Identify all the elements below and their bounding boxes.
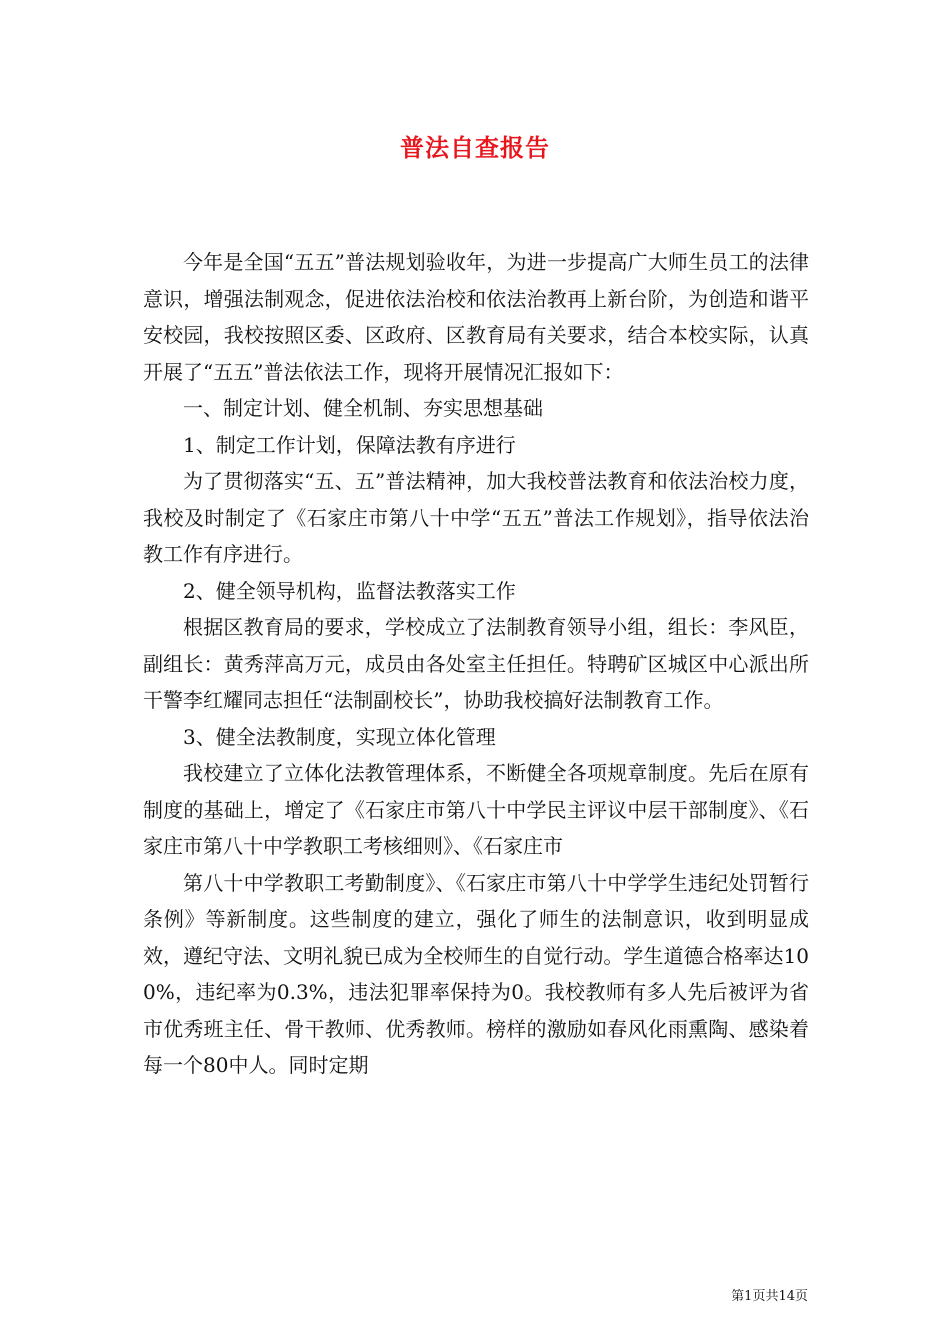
heading-item-1: 1、制定工作计划，保障法教有序进行 [183, 432, 516, 457]
paragraph-item-3: 我校建立了立体化法教管理体系，不断健全各项规章制度。先后在原有制度的基础上，增定了《石家庄市第八十中学民主评议中层干部制度》、《石家庄市第八十中学教职工考核细则》、《石家庄市 [143, 761, 809, 858]
paragraph-item-2: 根据区教育局的要求，学校成立了法制教育领导小组，组长：李风臣，副组长：黄秀萍高万元，成员由各处室主任担任。特聘矿区城区中心派出所干警李红耀同志担任“法制副校长”，协助我校搞好法制教育工作。 [143, 615, 809, 712]
paragraph-item-1: 为了贯彻落实“五、五”普法精神，加大我校普法教育和依法治校力度，我校及时制定了《石家庄市第八十中学“五五”普法工作规划》，指导依法治教工作有序进行。 [143, 469, 809, 566]
document-title: 普法自查报告 [400, 134, 550, 162]
heading-item-2: 2、健全领导机构，监督法教落实工作 [183, 578, 516, 603]
paragraph-intro: 今年是全国“五五”普法规划验收年，为进一步提高广大师生员工的法律意识，增强法制观念，促进依法治校和依法治教再上新台阶，为创造和谐平安校园，我校按照区委、区政府、区教育局有关要求，结合本校实际，认真开展了“五五”普法依法工作，现将开展情况汇报如下： [143, 250, 809, 384]
page-number: 第1页共14页 [731, 1289, 808, 1304]
heading-item-3: 3、健全法教制度，实现立体化管理 [183, 724, 496, 749]
paragraph-item-3-continued: 第八十中学教职工考勤制度》、《石家庄市第八十中学学生违纪处罚暂行条例》等新制度。这些制度的建立，强化了师生的法制意识，收到明显成效，遵纪守法、文明礼貌已成为全校师生的自觉行动。学生道德合格率达100%，违纪率为0.3%，违法犯罪率保持为0。我校教师有多人先后被评为省市优秀班主任、骨干教师、优秀教师。榜样的激励如春风化雨熏陶、感染着每一个80中人。同时定期 [143, 870, 809, 1077]
heading-section-1: 一、制定计划、健全机制、夯实思想基础 [183, 396, 543, 420]
document-body [143, 244, 809, 1084]
